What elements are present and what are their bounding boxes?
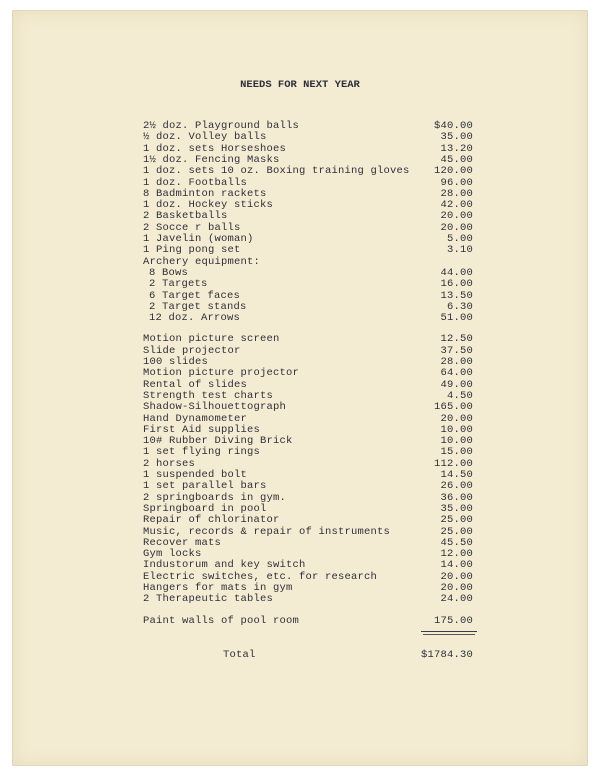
item-label: 2 springboards in gym. <box>143 491 287 504</box>
item-label: 2 Therapeutic tables <box>143 593 274 606</box>
item-label: 1 set parallel bars <box>143 480 267 493</box>
item-amount: 35.00 <box>440 131 473 144</box>
item-amount: 45.50 <box>440 536 473 549</box>
item-label: Repair of chlorinator <box>143 514 280 527</box>
item-label: 1 doz. Footballs <box>143 176 248 189</box>
item-label: 2 Targets <box>149 278 208 291</box>
item-amount: 13.20 <box>440 142 473 155</box>
item-amount: 12.50 <box>440 333 473 346</box>
total-underline-second <box>423 634 475 635</box>
item-amount: 112.00 <box>433 457 473 470</box>
item-amount: 35.00 <box>440 502 473 515</box>
list-item <box>143 402 473 413</box>
item-amount: 20.00 <box>440 570 473 583</box>
item-amount: 13.50 <box>440 289 473 302</box>
item-amount: 5.00 <box>446 233 473 245</box>
item-amount: 25.00 <box>440 525 473 538</box>
item-label: Music, records & repair of instruments <box>143 525 391 538</box>
list-item <box>143 334 473 345</box>
total-row <box>143 650 473 661</box>
item-label: 1 Javelin (woman) <box>143 233 254 245</box>
item-amount: 45.00 <box>440 153 473 166</box>
list-item <box>143 132 473 143</box>
list-item <box>143 313 473 324</box>
item-amount: 20.00 <box>440 582 473 594</box>
list-item <box>143 368 473 379</box>
item-amount: 12.00 <box>440 548 473 561</box>
list-item <box>143 447 473 458</box>
item-amount: 64.00 <box>440 367 473 380</box>
item-amount: 28.00 <box>440 356 473 368</box>
item-label: Slide projector <box>143 344 241 357</box>
item-label: 2 horses <box>143 457 196 470</box>
item-label: Archery equipment: <box>143 255 261 268</box>
item-label: First Aid supplies <box>143 423 261 436</box>
total-underline <box>421 631 477 632</box>
item-label: 2 Target stands <box>149 300 247 313</box>
item-label: 1 doz. Hockey sticks <box>143 199 274 212</box>
item-amount: 44.00 <box>440 266 473 279</box>
item-amount: 28.00 <box>440 187 473 200</box>
item-amount: 20.00 <box>440 412 473 425</box>
list-item <box>143 594 473 605</box>
item-label: 12 doz. Arrows <box>149 312 241 325</box>
item-label: 1 suspended bolt <box>143 469 248 481</box>
item-amount: 10.00 <box>440 435 473 448</box>
item-amount: 51.00 <box>440 312 473 325</box>
item-label: Gym locks <box>143 548 202 561</box>
item-amount: 20.00 <box>440 210 473 223</box>
item-amount: 15.00 <box>440 446 473 459</box>
item-label: Industorum and key switch <box>143 559 306 572</box>
list-item <box>143 616 473 627</box>
item-amount: 175.00 <box>433 614 473 627</box>
list-item <box>143 257 473 268</box>
item-label: Shadow-Silhouettograph <box>143 401 287 414</box>
item-label: Motion picture screen <box>143 333 280 346</box>
item-label: 100 slides <box>143 356 209 368</box>
item-amount: 165.00 <box>433 401 473 414</box>
item-label: Hand Dynamometer <box>143 412 248 425</box>
item-label: Rental of slides <box>143 378 248 391</box>
total-label: Total <box>223 649 256 661</box>
item-amount: 96.00 <box>440 176 473 189</box>
item-amount: 25.00 <box>440 514 473 527</box>
item-amount: 10.00 <box>440 423 473 436</box>
item-amount: 4.50 <box>446 389 473 402</box>
item-amount: 49.00 <box>440 378 473 391</box>
item-label: 10# Rubber Diving Brick <box>143 435 293 448</box>
item-amount: 14.00 <box>440 559 473 572</box>
item-label: 2 Basketballs <box>143 210 228 223</box>
item-amount: 20.00 <box>440 221 473 234</box>
item-label: 1 doz. sets 10 oz. Boxing training gloves <box>143 165 410 178</box>
item-label: Recover mats <box>143 536 222 549</box>
total-amount: $1784.30 <box>420 649 473 661</box>
item-label: 1 Ping pong set <box>143 244 241 257</box>
item-amount: 120.00 <box>433 165 473 178</box>
item-label: Hangers for mats in gym <box>143 582 293 594</box>
item-label: Electric switches, etc. for research <box>143 570 378 583</box>
item-label: 8 Bows <box>149 266 189 279</box>
list-item <box>143 211 473 222</box>
item-label: 2½ doz. Playground balls <box>143 120 300 132</box>
item-amount: 42.00 <box>440 199 473 212</box>
item-label: 8 Badminton rackets <box>143 187 267 200</box>
item-amount: 16.00 <box>440 278 473 291</box>
item-amount: $40.00 <box>433 120 473 132</box>
list-item <box>143 560 473 571</box>
item-label: 1 set flying rings <box>143 446 261 459</box>
list-item <box>143 279 473 290</box>
item-label: 2 Socce r balls <box>143 221 241 234</box>
document-page <box>12 10 588 766</box>
item-amount: 26.00 <box>440 480 473 493</box>
list-item <box>143 245 473 256</box>
item-label: Springboard in pool <box>143 502 267 515</box>
item-amount: 14.50 <box>440 469 473 481</box>
item-amount: 37.50 <box>440 344 473 357</box>
list-item <box>143 166 473 177</box>
item-label: 1 doz. sets Horseshoes <box>143 142 287 155</box>
item-label: Paint walls of pool room <box>143 614 300 627</box>
item-label: Motion picture projector <box>143 367 300 380</box>
item-label: 1½ doz. Fencing Masks <box>143 153 280 166</box>
list-item <box>143 515 473 526</box>
list-item <box>143 481 473 492</box>
item-amount: 3.10 <box>446 244 473 257</box>
item-label: ½ doz. Volley balls <box>143 131 267 144</box>
page-title: NEEDS FOR NEXT YEAR <box>240 79 360 91</box>
item-amount: 24.00 <box>440 593 473 606</box>
item-amount: 6.30 <box>446 300 473 313</box>
item-label: 6 Target faces <box>149 289 241 302</box>
item-amount: 36.00 <box>440 491 473 504</box>
item-label: Strength test charts <box>143 389 274 402</box>
